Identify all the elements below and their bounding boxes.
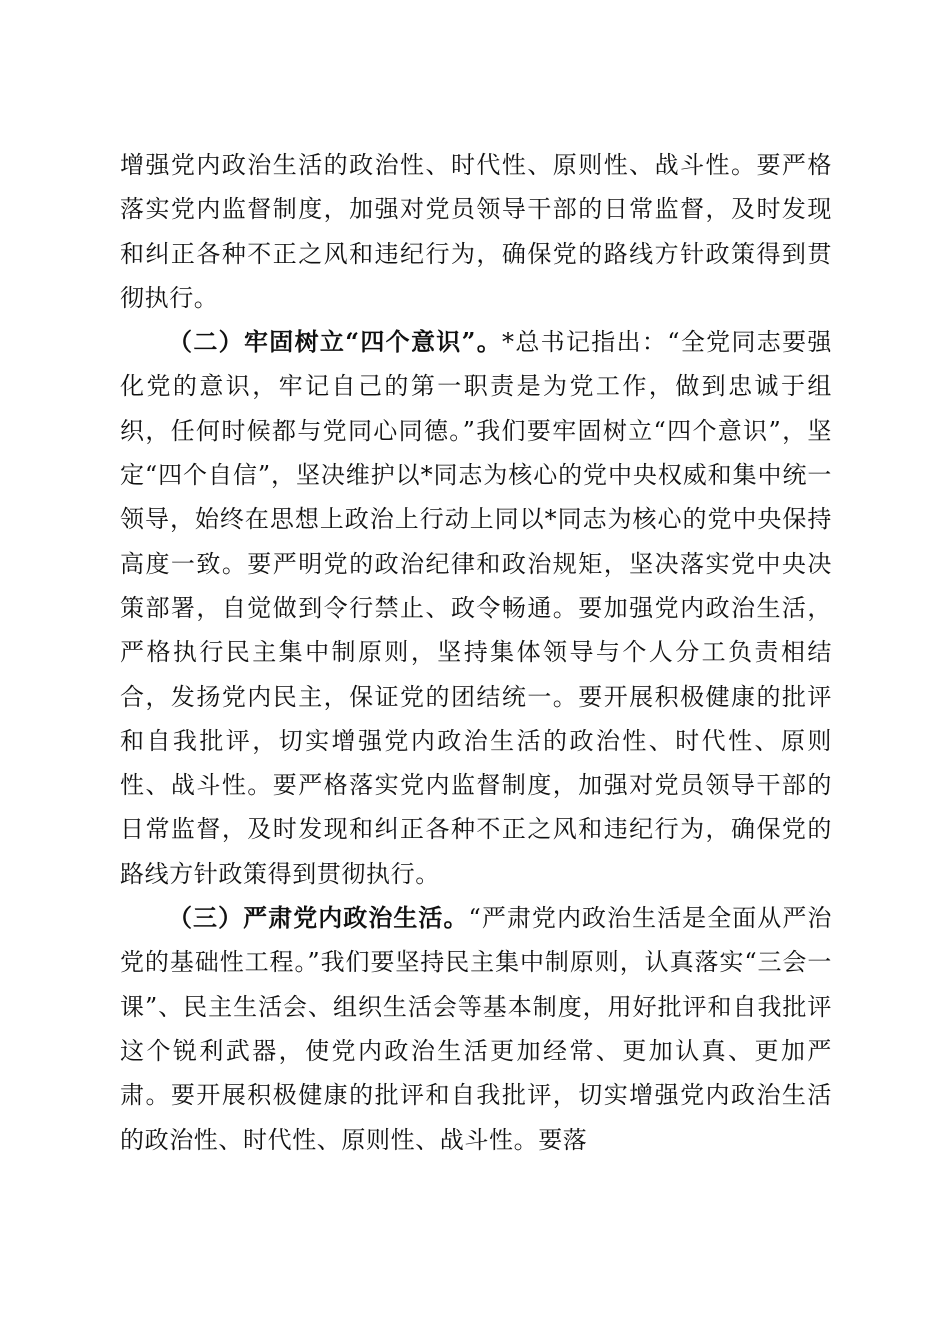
paragraph-text: “严肃党内政治生活是全面从严治党的基础性工程。”我们要坚持民主集中制原则，认真落实“三会一课”、民主生活会、组织生活会等基本制度，用好批评和自我批评这个锐利武器，使党内政治生活更加经常、更加认真、更加严肃。要开展积极健康的批评和自我批评，切实增强党内政治生活的政治性、时代性、原则性、战斗性。要落 [120, 904, 832, 1154]
paragraph-continued [120, 143, 832, 320]
paragraph-section-2 [120, 320, 832, 896]
section-heading: （三）严肃党内政治生活。 [168, 903, 469, 933]
paragraph-section-3 [120, 896, 832, 1162]
paragraph-text: 增强党内政治生活的政治性、时代性、原则性、战斗性。要严格落实党内监督制度，加强对党员领导干部的日常监督，及时发现和纠正各种不正之风和违纪行为，确保党的路线方针政策得到贯彻执行。 [120, 151, 832, 312]
section-heading: （二）牢固树立“四个意识”。 [168, 327, 503, 357]
document-body [120, 143, 832, 1162]
paragraph-text: *总书记指出：“全党同志要强化党的意识，牢记自己的第一职责是为党工作，做到忠诚于组织，任何时候都与党同心同德。”我们要牢固树立“四个意识”，坚定“四个自信”，坚决维护以*同志为核心的党中央权威和集中统一领导，始终在思想上政治上行动上同以*同志为核心的党中央保持高度一致。要严明党的政治纪律和政治规矩，坚决落实党中央决策部署，自觉做到令行禁止、政令畅通。要加强党内政治生活，严格执行民主集中制原则，坚持集体领导与个人分工负责相结合，发扬党内民主，保证党的团结统一。要开展积极健康的批评和自我批评，切实增强党内政治生活的政治性、时代性、原则性、战斗性。要严格落实党内监督制度，加强对党员领导干部的日常监督，及时发现和纠正各种不正之风和违纪行为，确保党的路线方针政策得到贯彻执行。 [120, 328, 832, 888]
